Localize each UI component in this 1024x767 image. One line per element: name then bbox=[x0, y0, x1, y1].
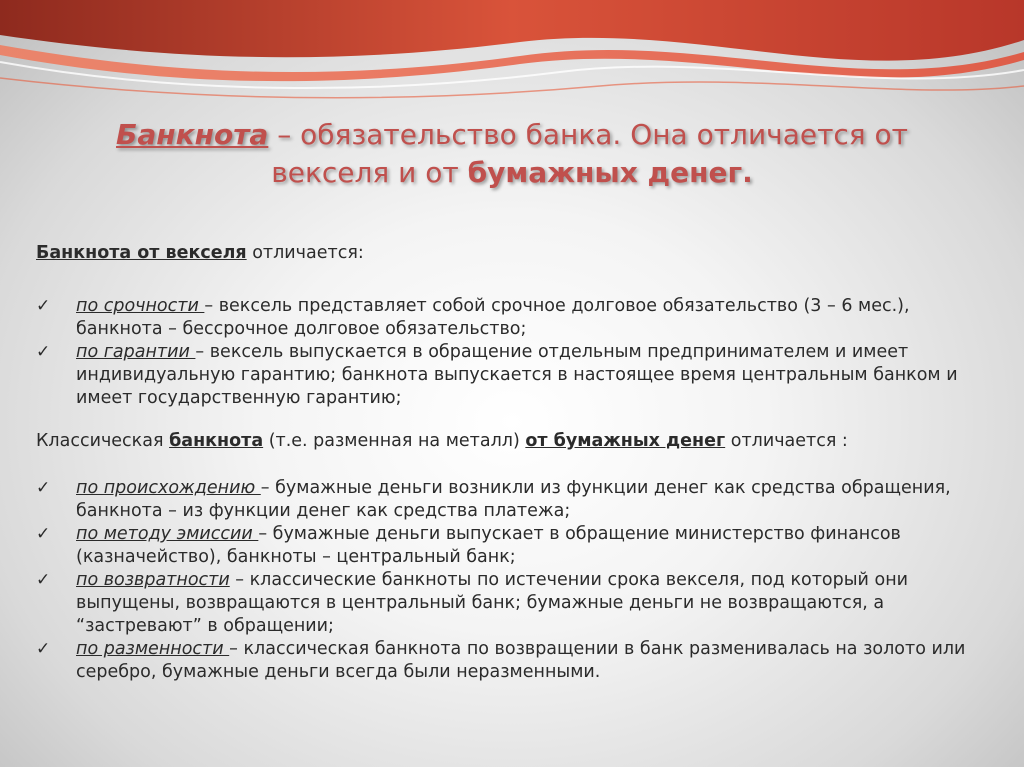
section2-heading-part1: Классическая bbox=[36, 431, 170, 451]
item-text: – классическая банкнота по возвращении в банк разменивалась на золото или серебро, бумажные деньги всегда были неразменными. bbox=[76, 639, 966, 682]
checkmark-icon: ✓ bbox=[36, 639, 51, 659]
title-line1-rest: обязательство банка. Она отличается от bbox=[300, 118, 908, 151]
section2-heading-part3: отличается : bbox=[725, 431, 848, 451]
section1-heading-rest: отличается: bbox=[246, 243, 364, 263]
section2-heading-bold1: банкнота bbox=[169, 431, 264, 451]
item-term: по гарантии bbox=[76, 342, 196, 362]
section2-heading-bold2: от бумажных денег bbox=[525, 431, 726, 451]
checkmark-icon: ✓ bbox=[36, 570, 51, 590]
title-lead-term: Банкнота bbox=[116, 118, 269, 151]
section2-heading-part2: (т.е. разменная на металл) bbox=[263, 431, 526, 451]
list-item bbox=[36, 523, 986, 569]
section2-list bbox=[36, 477, 986, 684]
section1-heading bbox=[36, 242, 986, 265]
checkmark-icon: ✓ bbox=[36, 296, 51, 316]
decorative-wave-banner bbox=[0, 0, 1024, 110]
title-line-1 bbox=[40, 116, 984, 154]
item-term: по возвратности bbox=[76, 570, 230, 590]
item-term: по методу эмиссии bbox=[76, 524, 259, 544]
slide-title bbox=[40, 116, 984, 192]
checkmark-icon: ✓ bbox=[36, 524, 51, 544]
item-term: по происхождению bbox=[76, 478, 261, 498]
title-line-2 bbox=[40, 154, 984, 192]
item-term: по срочности bbox=[76, 296, 205, 316]
list-item bbox=[36, 295, 986, 341]
item-term: по разменности bbox=[76, 639, 230, 659]
item-text: – вексель представляет собой срочное долговое обязательство (3 – 6 мес.), банкнота – бессрочное долговое обязательство; bbox=[76, 296, 910, 339]
section2-heading bbox=[36, 430, 986, 453]
item-text: – бумажные деньги выпускает в обращение министерство финансов (казначейство), банкноты – центральный банк; bbox=[76, 524, 901, 567]
list-item bbox=[36, 569, 986, 638]
list-item bbox=[36, 477, 986, 523]
list-item bbox=[36, 638, 986, 684]
slide-body bbox=[36, 242, 986, 684]
title-dash: – bbox=[268, 118, 301, 151]
section1-list bbox=[36, 295, 986, 410]
checkmark-icon: ✓ bbox=[36, 478, 51, 498]
section1-heading-bold: Банкнота от векселя bbox=[36, 243, 247, 263]
checkmark-icon: ✓ bbox=[36, 342, 51, 362]
item-text: – бумажные деньги возникли из функции денег как средства обращения, банкнота – из функции денег как средства платежа; bbox=[76, 478, 951, 521]
item-text: – вексель выпускается в обращение отдельным предпринимателем и имеет индивидуальную гарантию; банкнота выпускается в настоящее время центральным банком и имеет государственную гарантию; bbox=[76, 342, 958, 408]
list-item bbox=[36, 341, 986, 410]
title-line2-normal: векселя и от bbox=[271, 156, 468, 189]
item-text: – классические банкноты по истечении срока векселя, под который они выпущены, возвращаются в центральный банк; бумажные деньги не возвращаются, а “застревают” в обращении; bbox=[76, 570, 909, 636]
title-line2-bold: бумажных денег. bbox=[467, 156, 753, 189]
